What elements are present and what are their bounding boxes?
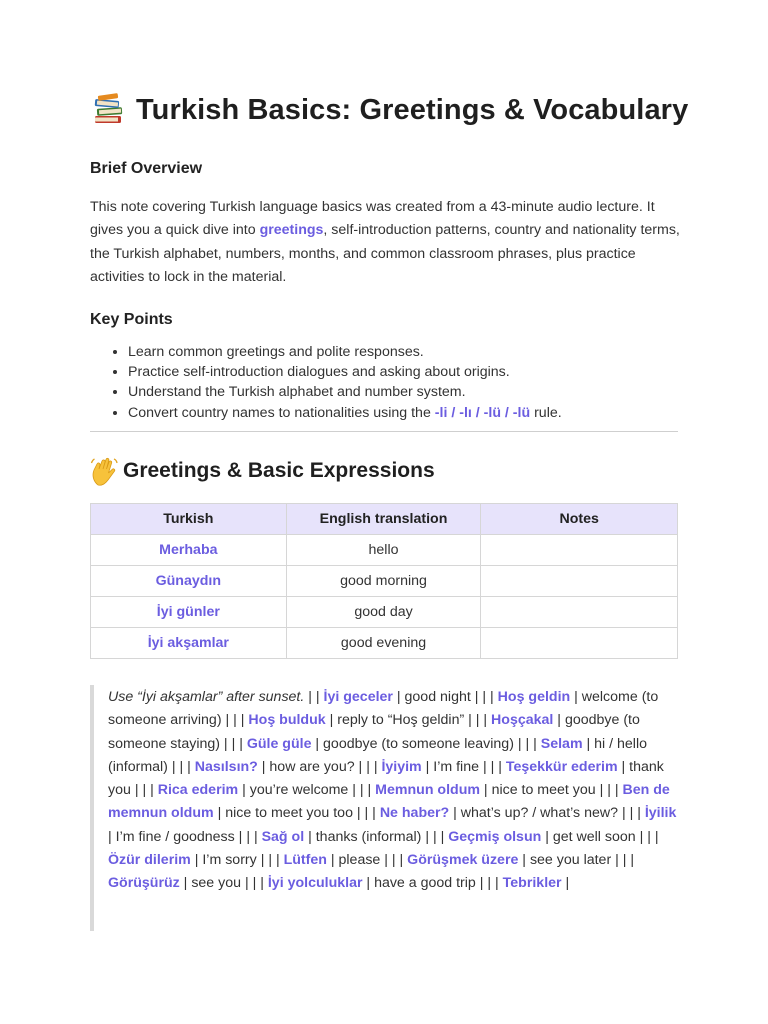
expression-english: get well soon: [552, 828, 636, 845]
table-row: [91, 535, 678, 566]
overview-heading: Brief Overview: [90, 160, 203, 177]
expression-turkish: Güle güle: [246, 735, 312, 752]
expression-english: hi / hello (informal): [108, 735, 647, 775]
expression-english: thank you: [108, 758, 664, 799]
overview-text-start: This note covering Turkish language basics was created from a 43-minute audio lecture. It gives you a quick dive into: [90, 199, 655, 239]
waving-hand-icon: [90, 455, 120, 487]
table-row: [91, 566, 678, 597]
expression-turkish: Hoş geldin: [497, 689, 571, 705]
expression-english: see you: [191, 875, 242, 892]
expression-turkish: Sağ ol: [261, 828, 305, 845]
expression-english: I’m sorry: [202, 852, 257, 869]
expression-turkish: Ben de memnun oldum: [108, 782, 670, 822]
rule-text-end: rule.: [530, 404, 562, 421]
table-header-row: [91, 504, 678, 535]
expression-english: welcome (to someone arriving): [108, 689, 659, 729]
expression-turkish: Memnun oldum: [375, 782, 480, 799]
section-divider: [90, 431, 678, 432]
expression-english: how are you?: [269, 758, 355, 775]
expression-english: goodbye (to someone staying): [108, 712, 640, 752]
expression-turkish: İyiyim: [381, 758, 422, 775]
english-cell: hello: [286, 535, 481, 566]
notes-cell: [481, 628, 678, 659]
expression-turkish: Tebrikler: [502, 875, 562, 892]
expression-english: nice to meet you too: [225, 805, 353, 822]
greetings-keyword: greetings: [259, 222, 324, 239]
sunset-note: Use “İyi akşamlar” after sunset.: [108, 689, 305, 705]
column-header-english: English translation: [286, 504, 481, 535]
expression-turkish: Hoş bulduk: [248, 712, 326, 729]
english-cell: good day: [286, 597, 481, 628]
expression-english: good night: [404, 689, 471, 705]
expression-turkish: Ne haber?: [379, 805, 450, 822]
rule-text-start: Convert country names to nationalities using the: [128, 404, 435, 421]
expression-turkish: Teşekkür ederim: [505, 758, 618, 775]
column-header-notes: Notes: [481, 504, 678, 535]
turkish-cell: Günaydın: [91, 566, 287, 597]
expression-turkish: Lütfen: [283, 852, 327, 869]
expression-english: what’s up? / what’s new?: [460, 805, 618, 822]
overview-text-end: , self-introduction patterns, country and nationality terms, the Turkish alphabet, numbers, months, and common classroom phrases, plus practice activities to lock in the material.: [90, 222, 680, 285]
turkish-cell: Merhaba: [91, 535, 287, 566]
expression-english: have a good trip: [374, 875, 476, 892]
expression-turkish: Hoşçakal: [491, 712, 554, 729]
page-title: Turkish Basics: Greetings & Vocabulary: [136, 93, 689, 126]
expressions-blockquote: Use “İyi akşamlar” after sunset. | | İyi geceler | good night | | | Hoş geldin | welcome (to someone arriving) | | | Hoş bulduk | reply to “Hoş geldin” | | | Hoşçakal | goodbye (to someone staying) | | | Güle güle | goodbye (to someone leaving) | | | Selam | hi / hello (informal) | | | Nasılsın? | how are you? | | | İyiyim | I’m fine | | | Teşekkür ederim | thank you | | | Rica ederim | you’re welcome | | | Memnun oldum | nice to meet you | | | Ben de memnun oldum | nice to meet you too | | | Ne haber? | what’s up? / what’s new? | | | İyilik | I’m fine / goodness | | | Sağ ol | thanks (informal) | | | Geçmiş olsun | get well soon | | | Özür dilerim | I’m sorry | | | Lütfen | please | | | Görüşmek üzere | see you later | | | Görüşürüz | see you | | | İyi yolculuklar | have a good trip | | | Tebrikler |: [108, 689, 677, 892]
expression-turkish: İyi geceler: [323, 689, 393, 705]
expression-turkish: Özür dilerim: [108, 852, 191, 869]
turkish-cell: İyi akşamlar: [91, 628, 287, 659]
key-points-list: [90, 342, 718, 423]
notes-cell: [481, 566, 678, 597]
column-header-turkish: Turkish: [91, 504, 287, 535]
expression-turkish: Görüşürüz: [108, 875, 180, 892]
expression-english: goodbye (to someone leaving): [323, 735, 514, 752]
expression-turkish: Selam: [540, 735, 583, 752]
expression-turkish: İyi yolculuklar: [267, 875, 363, 892]
expression-turkish: Görüşmek üzere: [407, 852, 519, 869]
expression-english: I’m fine / goodness: [115, 828, 235, 845]
list-item: • Practice self-introduction dialogues and asking about origins.: [128, 362, 718, 382]
greetings-heading-row: [90, 455, 435, 487]
expression-english: I’m fine: [433, 758, 479, 775]
expression-turkish: Rica ederim: [157, 782, 239, 799]
expression-english: thanks (informal): [315, 828, 422, 845]
overview-paragraph: [90, 196, 680, 289]
table-row: [91, 597, 678, 628]
key-points-heading: Key Points: [90, 311, 173, 328]
list-item: [128, 403, 718, 423]
expression-english: you’re welcome: [249, 782, 349, 799]
suffix-rule-keyword: -li / -lı / -lü / -lü: [434, 404, 531, 421]
expression-turkish: İyilik: [644, 805, 677, 822]
title-row: [90, 92, 690, 128]
expression-english: please: [338, 852, 381, 869]
turkish-cell: İyi günler: [91, 597, 287, 628]
expression-turkish: Nasılsın?: [194, 758, 258, 775]
list-item: • Understand the Turkish alphabet and number system.: [128, 382, 718, 402]
notes-cell: [481, 535, 678, 566]
blockquote-bar: [90, 685, 94, 931]
expression-english: reply to “Hoş geldin”: [337, 712, 465, 729]
expression-english: nice to meet you: [491, 782, 596, 799]
expression-english: see you later: [529, 852, 612, 869]
english-cell: good evening: [286, 628, 481, 659]
expression-turkish: Geçmiş olsun: [448, 828, 542, 845]
english-cell: good morning: [286, 566, 481, 597]
notes-cell: [481, 597, 678, 628]
greetings-table: [90, 503, 678, 659]
table-row: [91, 628, 678, 659]
greetings-heading: Greetings & Basic Expressions: [123, 459, 435, 482]
books-icon: [90, 92, 126, 128]
list-item: • Learn common greetings and polite responses.: [128, 342, 718, 362]
